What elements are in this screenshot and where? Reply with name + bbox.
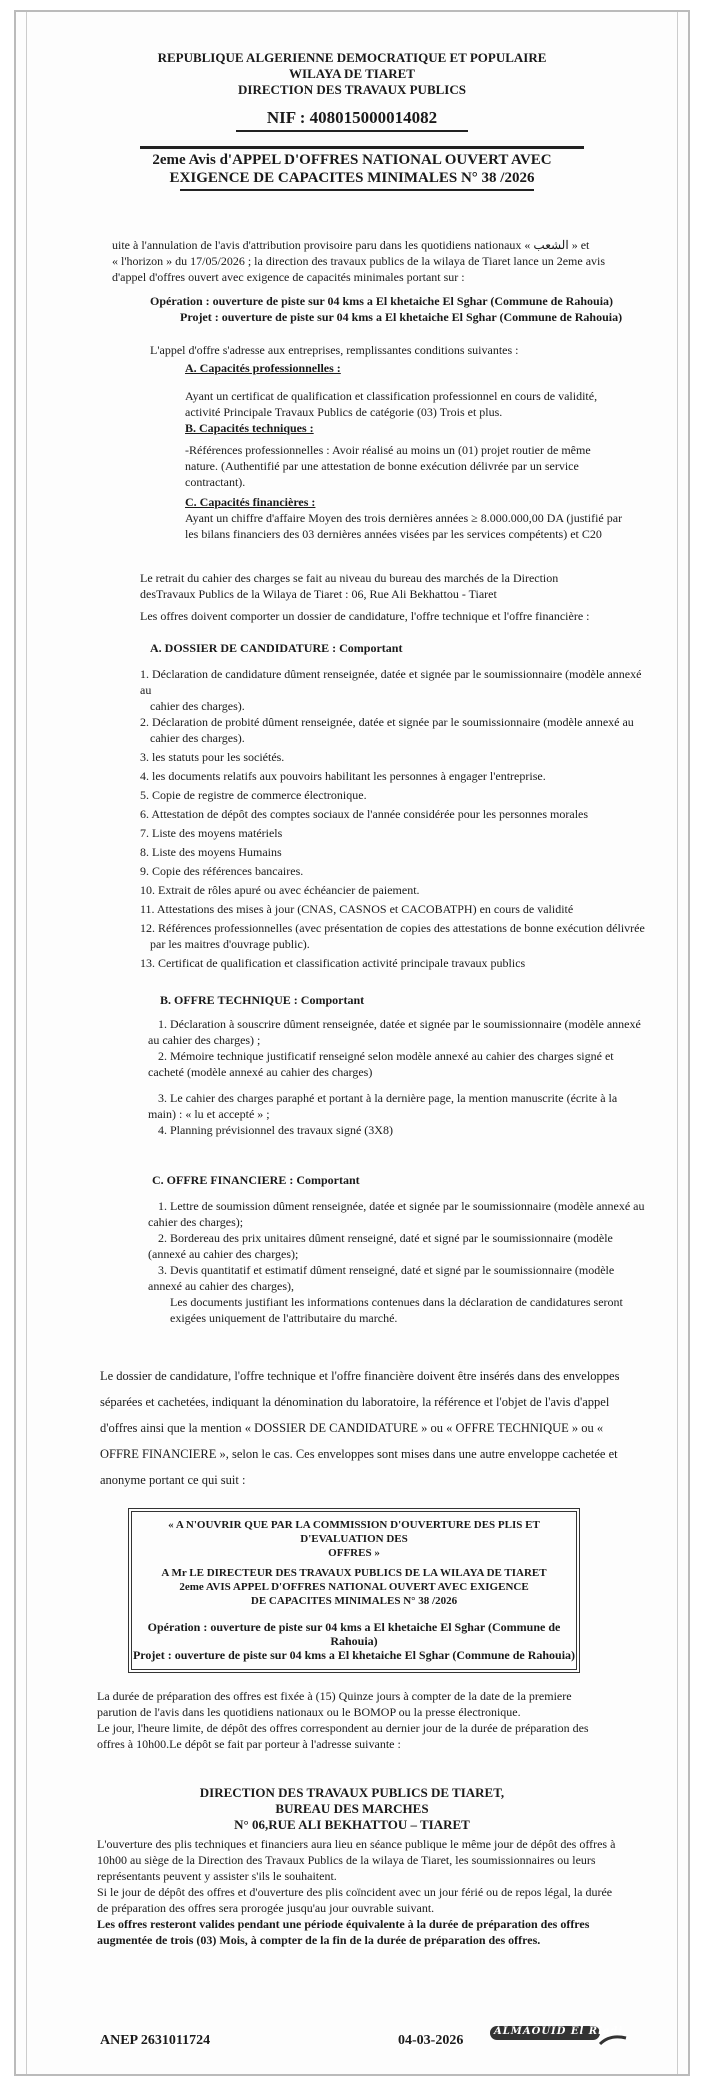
ouverture-line: représentants peuvent y assister s'ils le souhaitent. xyxy=(97,1869,337,1883)
ouverture-line: 10h00 au siège de la Direction des Travaux Publics de la wilaya de Tiaret, les soumissionnaires ou leurs xyxy=(97,1853,596,1867)
intro-paragraph xyxy=(112,237,622,285)
dossier-item: 1. Déclaration de candidature dûment renseignée, datée et signée par le soumissionnaire (modèle annexé au xyxy=(140,667,642,697)
financiere-item: (annexé au cahier des charges); xyxy=(148,1247,299,1261)
box-projet: Projet : ouverture de piste sur 04 kms a El khetaiche El Sghar (Commune de Rahouia) xyxy=(132,1648,576,1662)
ouverture-line: augmentée de trois (03) Mois, à compter de la fin de la durée de préparation des offres. xyxy=(97,1933,541,1947)
financiere-item: annexé au cahier des charges), xyxy=(148,1279,295,1293)
dossier-item: cahier des charges). xyxy=(150,731,245,745)
notice-title-line1: 2eme Avis d'APPEL D'OFFRES NATIONAL OUVERT AVEC xyxy=(152,152,552,168)
technique-item: 4. Planning prévisionnel des travaux signé (3X8) xyxy=(158,1123,393,1137)
technique-item: 3. Le cahier des charges paraphé et portant à la dernière page, la mention manuscrite (écrite à la xyxy=(158,1091,618,1105)
retrait-line: desTravaux Publics de la Wilaya de Tiaret : 06, Rue Ali Bekhattou - Tiaret xyxy=(140,587,497,601)
adresse-line: DIRECTION DES TRAVAUX PUBLICS DE TIARET, xyxy=(199,1785,505,1800)
intro-line: « l'horizon » du 17/05/2026 ; la direction des travaux publics de la wilaya de Tiaret lance un 2eme avis xyxy=(112,254,606,268)
ouverture-line: Les offres resteront valides pendant une période équivalente à la durée de préparation des offres xyxy=(97,1917,590,1931)
dossier-item: 11. Attestations des mises à jour (CNAS, CASNOS et CACOBATPH) en cours de validité xyxy=(140,902,574,916)
operation-line: Opération : ouverture de piste sur 04 kms a El khetaiche El Sghar (Commune de Rahouia) xyxy=(150,294,614,308)
retrait-block xyxy=(140,570,630,624)
dossier-item: 7. Liste des moyens matériels xyxy=(140,826,283,840)
header-republic: REPUBLIQUE ALGERIENNE DEMOCRATIQUE ET POPULAIRE xyxy=(157,50,547,65)
box-line: « A N'OUVRIR QUE PAR LA COMMISSION D'OUVERTURE DES PLIS ET D'EVALUATION DES xyxy=(168,1519,540,1545)
offre-financiere xyxy=(148,1172,648,1326)
publication-date: 04-03-2026 xyxy=(398,2033,464,2048)
capacites-block xyxy=(185,360,625,542)
dossier-item: 6. Attestation de dépôt des comptes sociaux de l'année considérée pour les personnes morales xyxy=(140,807,589,821)
dossier-candidature xyxy=(140,640,650,971)
notice-header xyxy=(0,0,704,191)
cap-pro-text: Ayant un certificat de qualification et classification professionnel en cours de validité, xyxy=(185,389,598,403)
ouverture-paragraph xyxy=(97,1836,642,1948)
duree-line: parution de l'avis dans les quotidiens nationaux ou le BOMOP ou la presse électronique. xyxy=(97,1705,521,1719)
cap-fin-title: C. Capacités financières : xyxy=(185,495,316,509)
financiere-item: 1. Lettre de soumission dûment renseignée, datée et signée par le soumissionnaire (modèle annexé au xyxy=(158,1199,645,1213)
header-wilaya: WILAYA DE TIARET xyxy=(289,66,415,81)
offres-intro: Les offres doivent comporter un dossier de candidature, l'offre technique et l'offre financière : xyxy=(140,609,590,623)
technique-item: cacheté (modèle annexé au cahier des charges) xyxy=(148,1065,373,1079)
technique-item: au cahier des charges) ; xyxy=(148,1033,261,1047)
dossier-item: 4. les documents relatifs aux pouvoirs habilitant les personnes à engager l'entreprise. xyxy=(140,769,546,783)
newspaper-logo-text: ALMAOUID El Riadi xyxy=(494,2026,624,2037)
title-underline xyxy=(180,189,534,191)
offre-technique xyxy=(148,992,648,1138)
box-operation: Opération : ouverture de piste sur 04 kms a El khetaiche El Sghar (Commune de Rahouia) xyxy=(147,1620,561,1648)
financiere-item: 3. Devis quantitatif et estimatif dûment renseigné, daté et signé par le soumissionnaire (modèle xyxy=(158,1263,615,1277)
dossier-item: 8. Liste des moyens Humains xyxy=(140,845,282,859)
ouverture-line: de préparation des offres sera prorogée jusqu'au jour ouvrable suivant. xyxy=(97,1901,435,1915)
financiere-title: C. OFFRE FINANCIERE : Comportant xyxy=(152,1173,360,1187)
dossier-item: par les maitres d'ouvrage public). xyxy=(150,937,310,951)
dossier-item: cahier des charges). xyxy=(150,699,245,713)
box-line: A Mr LE DIRECTEUR DES TRAVAUX PUBLICS DE LA WILAYA DE TIARET xyxy=(161,1567,547,1579)
dossier-item: 12. Références professionnelles (avec présentation de copies des attestations de bonne exécution délivrée xyxy=(140,921,645,935)
notice-title-line2: EXIGENCE DE CAPACITES MINIMALES N° 38 /2026 xyxy=(169,170,535,186)
intro-line: d'appel d'offres ouvert avec exigence de capacités minimales portant sur : xyxy=(112,270,465,284)
enveloppes-line: Le dossier de candidature, l'offre technique et l'offre financière doivent être insérés dans des enveloppes xyxy=(100,1369,620,1383)
cap-tech-title: B. Capacités techniques : xyxy=(185,421,314,435)
box-line: 2eme AVIS APPEL D'OFFRES NATIONAL OUVERT AVEC EXIGENCE xyxy=(179,1581,529,1593)
box-line: DE CAPACITES MINIMALES N° 38 /2026 xyxy=(250,1595,458,1607)
dossier-item: 10. Extrait de rôles apuré ou avec échéancier de paiement. xyxy=(140,883,420,897)
dossier-item: 13. Certificat de qualification et classification activité principale travaux publics xyxy=(140,956,526,970)
cap-tech-text: -Références professionnelles : Avoir réalisé au moins un (01) projet routier de même xyxy=(185,443,591,457)
financiere-item: exigées uniquement de l'attributaire du marché. xyxy=(170,1311,398,1325)
header-block xyxy=(0,50,704,98)
dossier-item: 9. Copie des références bancaires. xyxy=(140,864,304,878)
appel-line: L'appel d'offre s'adresse aux entreprises, remplissantes conditions suivantes : xyxy=(150,343,519,357)
dossier-item: 2. Déclaration de probité dûment renseignée, datée et signée par le soumissionnaire (modèle annexé au xyxy=(140,715,634,729)
operation-block xyxy=(150,293,650,325)
duree-line: Le jour, l'heure limite, de dépôt des offres correspondent au dernier jour de la durée de préparation des xyxy=(97,1721,589,1735)
financiere-item: cahier des charges); xyxy=(148,1215,244,1229)
projet-line: Projet : ouverture de piste sur 04 kms a El khetaiche El Sghar (Commune de Rahouia) xyxy=(180,310,623,324)
dossier-title: A. DOSSIER DE CANDIDATURE : Comportant xyxy=(150,641,403,655)
enveloppes-line: OFFRE FINANCIERE », selon le cas. Ces enveloppes sont mises dans une autre enveloppe cachetée et xyxy=(100,1447,618,1461)
ouverture-line: L'ouverture des plis techniques et financiers aura lieu en séance publique le même jour de dépôt des offres à xyxy=(97,1837,616,1851)
financiere-item: 2. Bordereau des prix unitaires dûment renseigné, daté et signé par le soumissionnaire (modèle xyxy=(158,1231,613,1245)
cap-pro-text: activité Principale Travaux Publics de catégorie (03) Trois et plus. xyxy=(185,405,503,419)
dossier-item: 5. Copie de registre de commerce électronique. xyxy=(140,788,367,802)
duree-paragraph xyxy=(97,1688,637,1752)
financiere-item: Les documents justifiant les informations contenues dans la déclaration de candidatures seront xyxy=(170,1295,623,1309)
enveloppes-line: séparées et cachetées, indiquant la dénomination du laboratoire, la référence et l'objet de l'avis d'appel xyxy=(100,1395,610,1409)
notice-title xyxy=(0,151,704,187)
technique-item: main) : « lu et accepté » ; xyxy=(148,1107,270,1121)
cap-tech-text: nature. (Authentifié par une attestation de bonne exécution délivrée par un service xyxy=(185,459,579,473)
title-rule xyxy=(140,146,584,149)
cap-tech-text: contractant). xyxy=(185,475,246,489)
box-line: OFFRES » xyxy=(328,1547,380,1559)
duree-line: La durée de préparation des offres est fixée à (15) Quinze jours à compter de la date de la premiere xyxy=(97,1689,572,1703)
cap-fin-text: les bilans financiers des 03 dernières années visées par les services compétents) et C20 xyxy=(185,527,602,541)
ouverture-line: Si le jour de dépôt des offres et d'ouverture des plis coïncident avec un jour férié ou de repos légal, la durée xyxy=(97,1885,613,1899)
adresse-block xyxy=(0,1785,704,1833)
intro-line: uite à l'annulation de l'avis d'attribution provisoire paru dans les quotidiens nationaux « الشعب » et xyxy=(112,238,590,252)
enveloppes-line: d'offres ainsi que la mention « DOSSIER DE CANDIDATURE » ou « OFFRE TECHNIQUE » ou « xyxy=(100,1421,604,1435)
anep-reference: ANEP 2631011724 xyxy=(100,2033,211,2048)
technique-title: B. OFFRE TECHNIQUE : Comportant xyxy=(160,993,365,1007)
adresse-line: N° 06,RUE ALI BEKHATTOU – TIARET xyxy=(234,1817,470,1832)
enveloppes-line: anonyme portant ce qui suit : xyxy=(100,1473,246,1487)
header-direction: DIRECTION DES TRAVAUX PUBLICS xyxy=(238,82,466,97)
nif-number: NIF : 408015000014082 xyxy=(236,108,468,132)
cap-fin-text: Ayant un chiffre d'affaire Moyen des trois dernières années ≥ 8.000.000,00 DA (justifié par xyxy=(185,511,623,525)
retrait-line: Le retrait du cahier des charges se fait au niveau du bureau des marchés de la Direction xyxy=(140,571,559,585)
technique-item: 2. Mémoire technique justificatif renseigné selon modèle annexé au cahier des charges signé et xyxy=(158,1049,614,1063)
duree-line: offres à 10h00.Le dépôt se fait par porteur à l'adresse suivante : xyxy=(97,1737,401,1751)
technique-item: 1. Déclaration à souscrire dûment renseignée, datée et signée par le soumissionnaire (modèle annexé xyxy=(158,1017,641,1031)
newspaper-logo xyxy=(488,2024,636,2054)
envelope-label-box xyxy=(128,1508,580,1673)
enveloppes-paragraph xyxy=(100,1363,640,1493)
adresse-line: BUREAU DES MARCHES xyxy=(275,1801,429,1816)
dossier-item: 3. les statuts pour les sociétés. xyxy=(140,750,285,764)
cap-pro-title: A. Capacités professionnelles : xyxy=(185,361,341,375)
